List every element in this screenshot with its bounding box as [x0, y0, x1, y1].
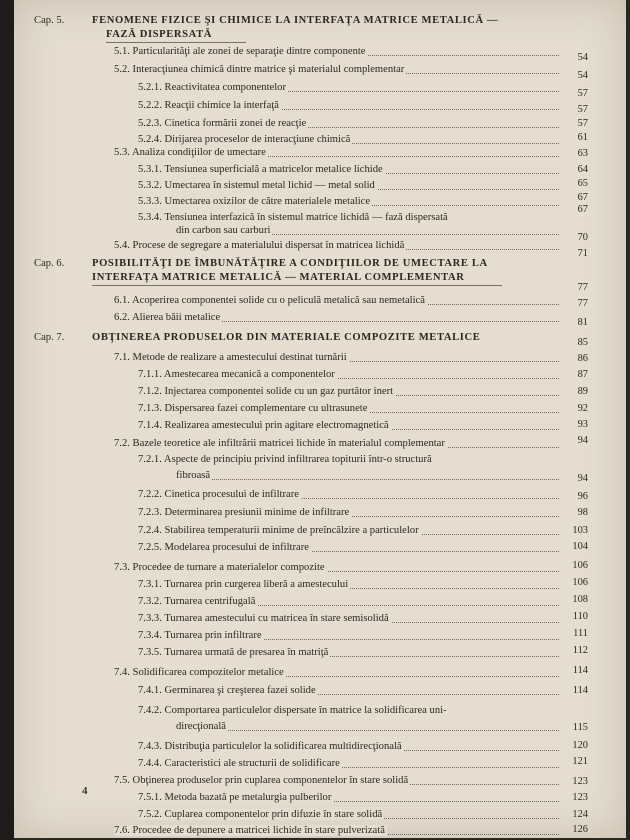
toc-page: 71 — [577, 248, 588, 259]
toc-page: 64 — [577, 164, 588, 175]
toc-page: 111 — [573, 628, 588, 639]
toc-page: 54 — [577, 52, 588, 63]
toc-entry: 7.2.5. Modelarea procesului de infiltrare — [138, 541, 559, 554]
toc-entry: 7.3.1. Turnarea prin curgerea liberă a amestecului — [138, 578, 559, 591]
toc-entry: 7.5. Obţinerea produselor prin cuplarea componentelor în stare solidă — [114, 774, 559, 787]
toc-page: 65 — [577, 178, 588, 189]
toc-page: 106 — [572, 560, 588, 571]
toc-page: 94 — [577, 473, 588, 484]
toc-page: 114 — [572, 665, 588, 676]
toc-page: 123 — [572, 792, 588, 803]
toc-entry: 7.3. Procedee de turnare a materialelor compozite — [114, 561, 559, 574]
title-rule — [92, 285, 502, 286]
toc-entry: 7.1. Metode de realizare a amestecului destinat turnării — [114, 351, 559, 364]
toc-entry: 7.5.1. Metoda bazată pe metalurgia pulberilor — [138, 791, 559, 804]
toc-page: 121 — [572, 756, 588, 767]
toc-entry: 7.3.4. Turnarea prin infiltrare — [138, 629, 559, 642]
toc-page: 81 — [577, 317, 588, 328]
chapter-title-cont: FAZĂ DISPERSATĂ — [106, 29, 213, 40]
book-spine-shadow — [0, 0, 14, 840]
chapter-label: Cap. 5. — [34, 15, 65, 26]
page-number: 4 — [82, 785, 88, 797]
toc-entry: 5.3.4. Tensiunea interfazică în sistemul matrice lichidă — fază dispersată — [138, 212, 448, 223]
toc-page: 96 — [577, 491, 588, 502]
toc-entry: 5.2.3. Cinetica formării zonei de reacţie — [138, 117, 559, 130]
toc-entry: 7.3.2. Turnarea centrifugală — [138, 595, 559, 608]
toc-entry: 7.3.3. Turnarea amestecului cu matricea în stare semisolidă — [138, 612, 559, 625]
toc-entry: 5.2.4. Dirijarea proceselor de interacţiune chimică — [138, 133, 559, 146]
toc-page: 86 — [577, 353, 588, 364]
toc-page: 87 — [577, 369, 588, 380]
chapter-page: 85 — [577, 337, 588, 348]
toc-entry: 7.4.4. Caracteristici ale structurii de solidificare — [138, 757, 559, 770]
chapter-title: FENOMENE FIZICE ŞI CHIMICE LA INTERFAŢA MATRICE METALICĂ — — [92, 15, 499, 26]
toc-page: 67 — [577, 192, 588, 203]
chapter-label: Cap. 7. — [34, 332, 65, 343]
toc-entry: 7.2.3. Determinarea presiunii minime de infiltrare — [138, 506, 559, 519]
toc-page: 94 — [577, 435, 588, 446]
toc-page: 112 — [572, 645, 588, 656]
toc-entry: 7.4.1. Germinarea şi creşterea fazei solide — [138, 684, 559, 697]
toc-entry: 5.3. Analiza condiţiilor de umectare — [114, 146, 559, 159]
toc-page: 104 — [572, 541, 588, 552]
toc-page: 77 — [577, 282, 588, 293]
toc-entry: 7.5.2. Cuplarea componentelor prin difuzie în stare solidă — [138, 808, 559, 821]
toc-entry: 7.3.5. Turnarea urmată de presarea în matriţă — [138, 646, 559, 659]
toc-page: 93 — [577, 419, 588, 430]
toc-entry: 7.1.2. Injectarea componentei solide cu un gaz purtător inert — [138, 385, 559, 398]
toc-page: 103 — [572, 525, 588, 536]
toc-entry: 7.4.2. Comportarea particulelor dispersate în matrice la solidificarea uni- — [138, 705, 447, 716]
toc-entry: 7.6. Procedee de depunere a matricei lichide în stare pulverizată — [114, 824, 559, 837]
toc-entry: 7.2.2. Cinetica procesului de infiltrare — [138, 488, 559, 501]
toc-entry: 7.1.3. Dispersarea fazei complementare cu ultrasunete — [138, 402, 559, 415]
toc-entry: 6.1. Acoperirea componentei solide cu o peliculă metalică sau nemetalică — [114, 294, 559, 307]
toc-entry: 6.2. Alierea băii metalice — [114, 311, 559, 324]
toc-entry: 5.2. Interacţiunea chimică dintre matrice şi materialul complementar — [114, 63, 559, 76]
toc-entry: 5.1. Particularităţi ale zonei de separaţie dintre componente — [114, 45, 559, 58]
toc-entry: 5.4. Procese de segregare a materialului dispersat în matricea lichidă — [114, 239, 559, 252]
toc-entry: 5.3.1. Tensiunea superficială a matricelor metalice lichide — [138, 163, 559, 176]
toc-page: 54 — [577, 70, 588, 81]
toc-entry: 5.3.2. Umectarea în sistemul metal lichid — metal solid — [138, 179, 559, 192]
chapter-title: POSIBILITĂŢI DE ÎMBUNĂTĂŢIRE A CONDIŢIILOR DE UMECTARE LA — [92, 258, 488, 269]
toc-page: 98 — [577, 507, 588, 518]
toc-page: 106 — [572, 577, 588, 588]
toc-page: 61 — [577, 132, 588, 143]
toc-entry: 7.1.1. Amestecarea mecanică a componentelor — [138, 368, 559, 381]
toc-page: 108 — [572, 594, 588, 605]
toc-page: 92 — [577, 403, 588, 414]
toc-page: 115 — [572, 722, 588, 733]
toc-page: 63 — [577, 148, 588, 159]
toc-entry: 5.2.2. Reacţii chimice la interfaţă — [138, 99, 559, 112]
toc-entry: 7.4. Solidificarea compozitelor metalice — [114, 666, 559, 679]
toc-entry: 5.3.3. Umectarea oxizilor de către materialele metalice — [138, 195, 559, 208]
toc-entry: 5.2.1. Reactivitatea componentelor — [138, 81, 559, 94]
toc-page: 123 — [572, 776, 588, 787]
toc-entry: 7.2. Bazele teoretice ale infiltrării matricei lichide în materialul complementar — [114, 437, 559, 450]
table-of-contents — [14, 0, 626, 838]
toc-page: 57 — [577, 118, 588, 129]
toc-page: 67 — [577, 204, 588, 215]
toc-page: 57 — [577, 88, 588, 99]
toc-page: 126 — [572, 824, 588, 835]
toc-entry: 7.2.1. Aspecte de principiu privind infiltrarea topiturii într-o structură — [138, 454, 432, 465]
title-rule — [106, 42, 246, 43]
toc-page: 110 — [572, 611, 588, 622]
toc-page: 77 — [577, 298, 588, 309]
toc-page: 114 — [572, 685, 588, 696]
toc-entry: 7.1.4. Realizarea amestecului prin agitare electromagnetică — [138, 419, 559, 432]
toc-entry: 7.4.3. Distribuţia particulelor la solidificarea multidirecţională — [138, 740, 559, 753]
chapter-title-cont: INTERFAŢA MATRICE METALICĂ — MATERIAL COMPLEMENTAR — [92, 272, 465, 283]
chapter-title: OBŢINEREA PRODUSELOR DIN MATERIALE COMPOZITE METALICE — [92, 332, 481, 343]
toc-page: 89 — [577, 386, 588, 397]
toc-page: 120 — [572, 740, 588, 751]
toc-entry: 7.2.4. Stabilirea temperaturii minime de preîncălzire a particulelor — [138, 524, 559, 537]
chapter-label: Cap. 6. — [34, 258, 65, 269]
book-page — [14, 0, 626, 838]
toc-entry: direcţională — [176, 720, 559, 733]
toc-page: 57 — [577, 104, 588, 115]
toc-entry: fibroasă — [176, 469, 559, 482]
toc-entry: din carbon sau carburi — [176, 224, 559, 237]
toc-page: 70 — [577, 232, 588, 243]
toc-page: 124 — [572, 809, 588, 820]
